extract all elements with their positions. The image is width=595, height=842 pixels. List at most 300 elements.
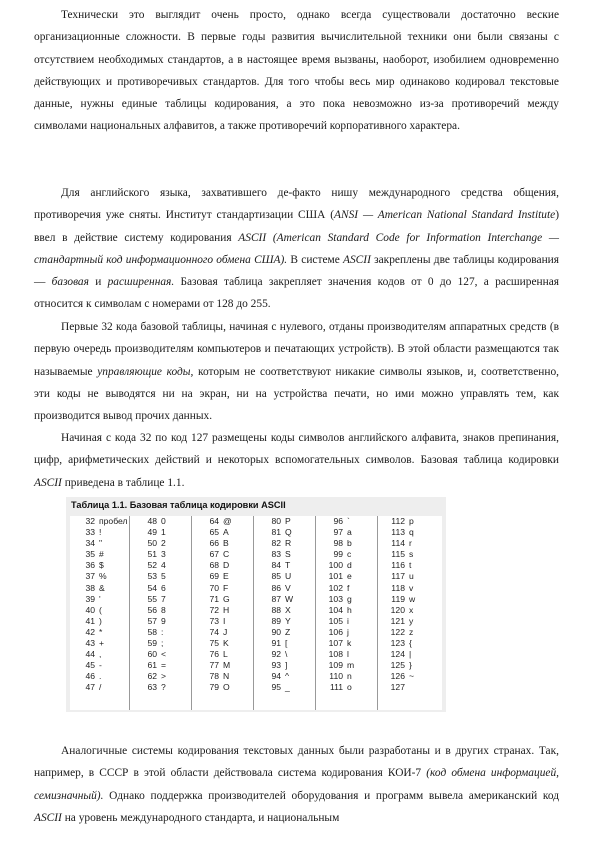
char-code: 38	[85, 582, 95, 593]
char-symbol: J	[223, 626, 228, 637]
char-code: 103	[328, 593, 343, 604]
char-code: 117	[391, 571, 405, 582]
char-symbol: M	[223, 660, 231, 671]
table-row	[318, 516, 376, 527]
italic-text-run: базовая	[51, 276, 89, 289]
table-row	[70, 583, 128, 594]
char-code: 126	[390, 671, 405, 682]
char-code: 32	[85, 516, 95, 526]
char-symbol: F	[223, 582, 229, 593]
table-row	[256, 516, 314, 527]
table-row	[194, 527, 252, 538]
char-code: 123	[390, 638, 405, 649]
char-code: 124	[390, 649, 405, 660]
char-symbol: s	[409, 549, 414, 560]
char-code: 110	[329, 671, 343, 682]
table-row	[194, 516, 252, 527]
char-code: 113	[391, 527, 405, 538]
table-row	[194, 560, 252, 571]
char-symbol: b	[347, 538, 352, 549]
paragraph-3	[34, 316, 559, 427]
char-code: 91	[271, 638, 281, 649]
column-divider	[191, 516, 192, 710]
char-symbol: *	[99, 626, 103, 637]
char-symbol: $	[99, 560, 104, 571]
table-row	[318, 660, 376, 671]
char-symbol: L	[223, 649, 228, 660]
table-row	[70, 682, 128, 693]
table-row	[380, 527, 438, 538]
table-row	[70, 594, 128, 605]
char-code: 90	[271, 626, 281, 637]
char-symbol: \	[285, 649, 288, 660]
char-symbol: I	[223, 615, 226, 626]
char-code: 125	[390, 660, 405, 671]
table-row	[132, 594, 190, 605]
table-column	[70, 516, 128, 694]
char-code: 84	[271, 560, 281, 571]
table-row	[256, 671, 314, 682]
table-row	[256, 549, 314, 560]
char-code: 61	[147, 660, 157, 671]
table-row	[132, 682, 190, 693]
table-column	[256, 516, 314, 694]
text-run: приведена в таблице 1.1.	[61, 476, 185, 489]
char-code: 66	[209, 538, 219, 549]
char-code: 107	[328, 638, 343, 649]
char-code: 51	[147, 549, 157, 560]
table-row	[132, 516, 190, 527]
char-symbol: d	[347, 560, 352, 571]
table-row	[194, 583, 252, 594]
char-symbol: пробел	[99, 516, 128, 526]
char-symbol: !	[99, 527, 102, 538]
table-row	[318, 605, 376, 616]
char-code: 74	[209, 626, 219, 637]
char-code: 96	[333, 516, 343, 526]
char-code: 105	[328, 615, 343, 626]
table-row	[132, 583, 190, 594]
char-code: 35	[85, 549, 95, 560]
char-code: 42	[85, 626, 95, 637]
char-code: 114	[391, 538, 405, 549]
char-symbol: p	[409, 516, 414, 526]
char-symbol: f	[347, 582, 350, 593]
char-symbol: Y	[285, 615, 291, 626]
char-code: 58	[147, 626, 157, 637]
char-symbol: u	[409, 571, 414, 582]
char-symbol: K	[223, 638, 229, 649]
table-row	[318, 682, 376, 693]
table-row	[70, 516, 128, 527]
char-code: 55	[147, 593, 157, 604]
char-symbol: E	[223, 571, 229, 582]
table-row	[256, 583, 314, 594]
char-code: 98	[333, 538, 343, 549]
table-row	[132, 571, 190, 582]
char-symbol: [	[285, 638, 288, 649]
char-symbol: A	[223, 527, 229, 538]
char-symbol: v	[409, 582, 414, 593]
char-code: 56	[147, 604, 157, 615]
char-code: 115	[391, 549, 405, 560]
char-symbol: c	[347, 549, 352, 560]
table-row	[256, 682, 314, 693]
table-row	[194, 649, 252, 660]
char-code: 53	[147, 571, 157, 582]
char-symbol: B	[223, 538, 229, 549]
char-code: 59	[147, 638, 157, 649]
char-code: 36	[85, 560, 95, 571]
table-row	[194, 538, 252, 549]
char-symbol: e	[347, 571, 352, 582]
table-row	[380, 583, 438, 594]
table-row	[70, 660, 128, 671]
char-code: 104	[328, 604, 343, 615]
char-code: 86	[271, 582, 281, 593]
char-symbol: U	[285, 571, 292, 582]
table-row	[256, 660, 314, 671]
table-column	[380, 516, 438, 694]
table-caption: Таблица 1.1. Базовая таблица кодировки ASCII	[71, 500, 286, 510]
column-divider	[129, 516, 130, 710]
char-code: 87	[271, 593, 281, 604]
char-symbol: G	[223, 593, 230, 604]
table-row	[132, 649, 190, 660]
char-symbol: ~	[409, 671, 415, 682]
char-code: 62	[147, 671, 157, 682]
table-row	[70, 527, 128, 538]
char-symbol: t	[409, 560, 412, 571]
char-symbol: .	[99, 671, 102, 682]
table-row	[70, 671, 128, 682]
char-code: 75	[209, 638, 219, 649]
table-row	[194, 682, 252, 693]
text-run: Начиная с кода 32 по код 127 размещены коды символов английского алфавита, знаков препинания, цифр, арифметических действий и некоторых вспомогательных символов. Базовая таблица кодировки	[34, 432, 559, 467]
char-code: 76	[209, 649, 219, 660]
italic-text-run: расширенная.	[107, 276, 175, 289]
table-row	[70, 638, 128, 649]
char-code: 69	[209, 571, 219, 582]
char-code: 99	[333, 549, 343, 560]
char-symbol: D	[223, 560, 230, 571]
char-symbol: l	[347, 649, 349, 660]
char-symbol: 2	[161, 538, 166, 549]
char-symbol: ,	[99, 649, 102, 660]
table-row	[70, 560, 128, 571]
char-code: 77	[209, 660, 219, 671]
char-symbol: |	[409, 649, 412, 660]
char-code: 116	[391, 560, 405, 571]
char-symbol: j	[347, 626, 349, 637]
char-symbol: 0	[161, 516, 166, 526]
char-symbol: i	[347, 615, 349, 626]
table-row	[318, 560, 376, 571]
char-code: 33	[85, 527, 95, 538]
char-code: 46	[85, 671, 95, 682]
char-symbol: #	[99, 549, 104, 560]
char-symbol: @	[223, 516, 232, 526]
char-code: 93	[271, 660, 281, 671]
text-run: Для английского языка, захватившего де-факто нишу международного средства общения, противоречия уже сняты. Институт стандартизации США (	[34, 187, 559, 222]
table-row	[380, 516, 438, 527]
table-row	[194, 660, 252, 671]
paragraph-5	[34, 740, 559, 829]
table-row	[70, 549, 128, 560]
ascii-table	[66, 497, 446, 712]
table-row	[132, 560, 190, 571]
table-row	[380, 549, 438, 560]
char-symbol: "	[99, 538, 103, 549]
char-code: 82	[271, 538, 281, 549]
table-row	[318, 538, 376, 549]
paragraph-1	[34, 4, 559, 138]
table-row	[70, 627, 128, 638]
char-symbol: 9	[161, 615, 166, 626]
char-symbol: g	[347, 593, 352, 604]
char-code: 64	[209, 516, 219, 526]
italic-text-run: управляющие коды,	[97, 365, 194, 378]
char-symbol: %	[99, 571, 107, 582]
char-code: 65	[209, 527, 219, 538]
char-symbol: 7	[161, 593, 166, 604]
char-symbol: C	[223, 549, 230, 560]
char-code: 118	[391, 582, 405, 593]
table-row	[380, 605, 438, 616]
char-symbol: ]	[285, 660, 288, 671]
char-symbol: ;	[161, 638, 164, 649]
char-symbol: ^	[285, 671, 290, 682]
char-code: 72	[209, 604, 219, 615]
char-code: 100	[328, 560, 343, 571]
char-symbol: _	[285, 682, 290, 693]
table-column	[194, 516, 252, 694]
char-symbol: o	[347, 682, 352, 693]
char-code: 63	[147, 682, 157, 693]
char-code: 85	[271, 571, 281, 582]
column-divider	[315, 516, 316, 710]
char-symbol: Q	[285, 527, 292, 538]
table-row	[194, 549, 252, 560]
table-row	[380, 594, 438, 605]
char-code: 95	[271, 682, 281, 693]
char-code: 79	[209, 682, 219, 693]
table-row	[256, 571, 314, 582]
char-code: 71	[209, 593, 219, 604]
table-row	[380, 638, 438, 649]
char-symbol: +	[99, 638, 105, 649]
char-code: 48	[147, 516, 157, 526]
text-run: и	[88, 276, 108, 289]
char-code: 109	[328, 660, 343, 671]
table-row	[380, 682, 438, 693]
italic-text-run: ASCII (American Standard Code for Information Interchange — стандартный код информационного обмена США).	[34, 231, 559, 266]
char-code: 49	[147, 527, 157, 538]
char-symbol: /	[99, 682, 102, 693]
char-symbol: (	[99, 604, 102, 615]
char-code: 60	[147, 649, 157, 660]
table-row	[70, 616, 128, 627]
table-row	[132, 627, 190, 638]
char-code: 39	[85, 593, 95, 604]
table-row	[318, 594, 376, 605]
char-code: 122	[390, 626, 405, 637]
text-run: Технически это выглядит очень просто, однако всегда существовали достаточно веские организационные сложности. В первые годы развития вычислительной техники они были связаны с отсутствием необходимых стандартов, а в настоящее время вызваны, наоборот, изобилием одновременно действующих и противоречивых стандартов. Для того чтобы весь мир одинаково кодировал текстовые данные, нужны единые таблицы кодирования, а это пока невозможно из-за противоречий между символами национальных алфавитов, а также противоречий корпоративного характера.	[34, 9, 559, 133]
char-symbol: z	[409, 626, 414, 637]
table-row	[380, 538, 438, 549]
char-code: 97	[333, 527, 343, 538]
char-code: 108	[328, 649, 343, 660]
char-symbol: <	[161, 649, 167, 660]
italic-text-run: ASCII	[34, 811, 62, 824]
table-row	[132, 549, 190, 560]
table-row	[380, 560, 438, 571]
char-symbol: '	[99, 593, 101, 604]
char-symbol: N	[223, 671, 230, 682]
table-row	[256, 616, 314, 627]
table-row	[318, 627, 376, 638]
char-code: 41	[85, 615, 95, 626]
table-row	[318, 671, 376, 682]
char-symbol: )	[99, 615, 102, 626]
char-symbol: S	[285, 549, 291, 560]
char-code: 43	[85, 638, 95, 649]
table-row	[380, 627, 438, 638]
char-code: 83	[271, 549, 281, 560]
table-row	[194, 605, 252, 616]
table-row	[70, 605, 128, 616]
table-row	[70, 649, 128, 660]
paragraph-2	[34, 182, 559, 316]
char-code: 101	[328, 571, 343, 582]
char-code: 94	[271, 671, 281, 682]
char-symbol: 3	[161, 549, 166, 560]
table-row	[132, 538, 190, 549]
italic-text-run: ASCII	[343, 253, 371, 266]
table-column	[132, 516, 190, 694]
char-symbol: r	[409, 538, 412, 549]
char-code: 67	[209, 549, 219, 560]
table-row	[194, 616, 252, 627]
char-code: 102	[328, 582, 343, 593]
italic-text-run: (код обмена информацией, семизначный).	[34, 767, 559, 802]
char-code: 88	[271, 604, 281, 615]
char-symbol: 4	[161, 560, 166, 571]
char-symbol: X	[285, 604, 291, 615]
char-symbol: &	[99, 582, 105, 593]
char-code: 80	[271, 516, 281, 526]
char-code: 45	[85, 660, 95, 671]
char-symbol: w	[409, 593, 416, 604]
char-code: 52	[147, 560, 157, 571]
char-code: 106	[328, 626, 343, 637]
table-row	[194, 571, 252, 582]
table-row	[256, 638, 314, 649]
char-symbol: 1	[161, 527, 166, 538]
text-run: В системе	[287, 253, 344, 266]
table-row	[194, 594, 252, 605]
table-row	[256, 649, 314, 660]
char-code: 37	[85, 571, 95, 582]
paragraph-4	[34, 427, 559, 494]
table-row	[318, 638, 376, 649]
char-code: 40	[85, 604, 95, 615]
char-code: 73	[209, 615, 219, 626]
table-row	[256, 627, 314, 638]
char-symbol: `	[347, 516, 350, 526]
char-symbol: k	[347, 638, 352, 649]
table-row	[318, 583, 376, 594]
column-divider	[377, 516, 378, 710]
char-symbol: n	[347, 671, 352, 682]
table-row	[132, 527, 190, 538]
char-code: 119	[391, 593, 405, 604]
table-row	[380, 571, 438, 582]
char-symbol: q	[409, 527, 414, 538]
table-row	[132, 671, 190, 682]
table-row	[380, 671, 438, 682]
text-run: закреплены две таблицы кодирования —	[34, 253, 560, 289]
table-row	[194, 627, 252, 638]
table-row	[256, 527, 314, 538]
text-run: ) ввел в действие систему кодирования	[34, 209, 559, 244]
char-symbol: Z	[285, 626, 291, 637]
char-symbol: x	[409, 604, 414, 615]
char-symbol: 8	[161, 604, 166, 615]
char-code: 34	[85, 538, 95, 549]
table-row	[70, 571, 128, 582]
table-row	[70, 538, 128, 549]
table-row	[194, 638, 252, 649]
char-symbol: T	[285, 560, 291, 571]
char-code: 127	[390, 682, 405, 693]
table-row	[132, 638, 190, 649]
char-symbol: >	[161, 671, 167, 682]
char-code: 50	[147, 538, 157, 549]
char-symbol: y	[409, 615, 414, 626]
table-row	[380, 660, 438, 671]
char-code: 81	[271, 527, 281, 538]
char-symbol: P	[285, 516, 291, 526]
table-row	[132, 616, 190, 627]
char-symbol: }	[409, 660, 412, 671]
char-code: 68	[209, 560, 219, 571]
char-symbol: ?	[161, 682, 166, 693]
table-row	[380, 649, 438, 660]
char-code: 57	[147, 615, 157, 626]
text-run: Однако поддержка производителей оборудования и программ вывела американский код	[103, 789, 559, 802]
char-symbol: m	[347, 660, 355, 671]
table-row	[256, 560, 314, 571]
char-code: 78	[209, 671, 219, 682]
char-code: 92	[271, 649, 281, 660]
italic-text-run: ASCII	[34, 476, 62, 489]
text-run: которым не соответствуют никакие символы языков, и, соответственно, эти коды не выводятся ни на экран, ни на устройства печати, но ими можно управлять тем, как производится вывод прочих данных.	[34, 365, 559, 423]
table-row	[318, 571, 376, 582]
table-row	[318, 549, 376, 560]
char-symbol: 6	[161, 582, 166, 593]
table-body	[70, 516, 442, 710]
table-row	[318, 527, 376, 538]
char-symbol: W	[285, 593, 294, 604]
char-code: 120	[390, 604, 405, 615]
char-code: 47	[85, 682, 95, 693]
char-symbol: O	[223, 682, 230, 693]
table-row	[132, 605, 190, 616]
table-row	[256, 538, 314, 549]
char-code: 70	[209, 582, 219, 593]
char-symbol: a	[347, 527, 352, 538]
